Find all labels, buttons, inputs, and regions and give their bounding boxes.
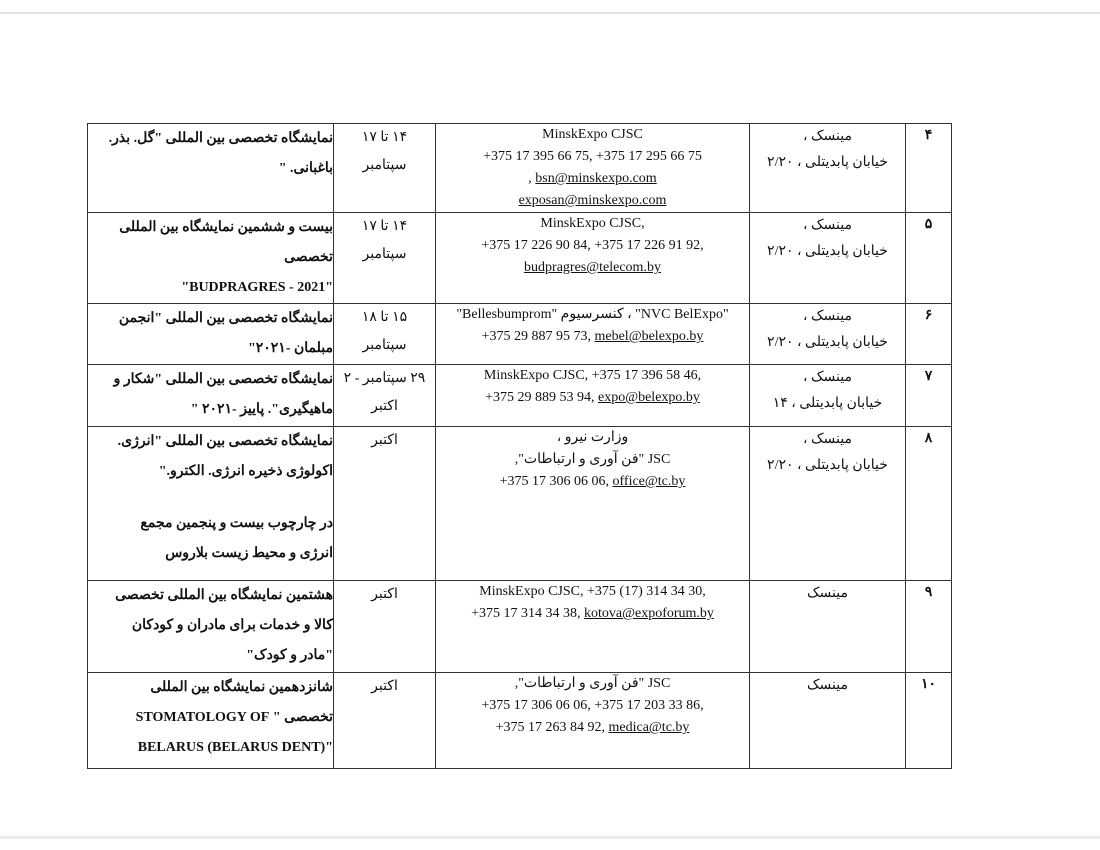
title-line: نمایشگاه تخصصی بین المللی "گل. بذر. — [108, 131, 333, 146]
contact-line — [436, 326, 749, 348]
location-line: خیابان پابدیتلی ، ۲/۲۰ — [767, 458, 888, 473]
contact-line — [436, 427, 749, 449]
row-number: ۱۰ — [906, 673, 952, 769]
exhibition-title-cell — [88, 427, 334, 581]
location-line: خیابان پابدیتلی ، ۲/۲۰ — [767, 335, 888, 350]
exhibition-title-cell — [88, 365, 334, 427]
exhibition-title-cell — [88, 581, 334, 673]
contact-line — [436, 387, 749, 409]
row-number: ۹ — [906, 581, 952, 673]
organizer-contact-cell — [436, 673, 750, 769]
title-line: BELARUS (BELARUS DENT)" — [137, 740, 333, 755]
contact-text: +375 29 887 95 73, — [481, 329, 595, 344]
email-link[interactable]: expo@belexpo.by — [597, 390, 700, 405]
email-link[interactable]: budpragres@telecom.by — [524, 260, 661, 275]
location-cell — [750, 213, 906, 304]
location-cell — [750, 365, 906, 427]
location-cell — [750, 304, 906, 365]
location-line: خیابان پابدیتلی ، ۱۴ — [772, 396, 883, 411]
contact-line — [436, 673, 749, 695]
date-cell — [334, 124, 436, 213]
title-line: نمایشگاه تخصصی بین المللی "انرژی. — [117, 434, 333, 449]
table-row — [88, 124, 952, 213]
contact-text: JSC "فن آوری و ارتباطات", — [514, 676, 671, 691]
location-line: مینسک ، — [803, 432, 852, 447]
title-line: "مادر و کودک" — [246, 648, 333, 663]
scan-edge-top — [0, 12, 1100, 14]
table-row — [88, 673, 952, 769]
location-line: مینسک ، — [803, 218, 852, 233]
contact-text: MinskExpo CJSC, +375 (17) 314 34 30, — [479, 584, 706, 599]
contact-line — [436, 146, 749, 168]
exhibitions-table-body — [88, 124, 952, 769]
organizer-contact-cell — [436, 365, 750, 427]
location-cell — [750, 673, 906, 769]
contact-line — [436, 581, 749, 603]
title-line: تخصصی " STOMATOLOGY OF — [135, 710, 333, 725]
table-row — [88, 581, 952, 673]
organizer-contact-cell — [436, 581, 750, 673]
row-number: ۵ — [906, 213, 952, 304]
title-line: کالا و خدمات برای مادران و کودکان — [131, 618, 333, 633]
contact-line — [436, 168, 749, 190]
date-line: اکتبر — [371, 587, 398, 602]
exhibitions-table — [87, 123, 952, 769]
date-line: اکتبر — [371, 679, 398, 694]
date-cell — [334, 213, 436, 304]
contact-line — [436, 695, 749, 717]
title-line: بیست و ششمین نمایشگاه بین المللی — [119, 220, 333, 235]
date-line: سپتامبر — [362, 247, 407, 262]
exhibition-title-cell — [88, 213, 334, 304]
contact-text: +375 17 306 06 06, +375 17 203 33 86, — [481, 698, 704, 713]
contact-line — [436, 603, 749, 625]
contact-line — [436, 304, 749, 326]
location-line: مینسک — [807, 678, 848, 693]
contact-text: +375 17 395 66 75, +375 17 295 66 75 — [483, 149, 702, 164]
date-line: ۲۹ سپتامبر - ۲ — [343, 371, 426, 386]
title-line: مبلمان -۲۰۲۱" — [247, 341, 333, 356]
contact-line — [436, 213, 749, 235]
contact-text: +375 17 314 34 38, — [471, 606, 584, 621]
date-cell — [334, 581, 436, 673]
organizer-contact-cell — [436, 427, 750, 581]
email-link[interactable]: kotova@expoforum.by — [583, 606, 714, 621]
date-cell — [334, 304, 436, 365]
contact-line — [436, 365, 749, 387]
email-link[interactable]: office@tc.by — [612, 474, 686, 489]
location-cell — [750, 427, 906, 581]
contact-line — [436, 190, 749, 212]
organizer-contact-cell — [436, 213, 750, 304]
email-link[interactable]: bsn@minskexpo.com — [535, 171, 657, 186]
contact-line — [436, 717, 749, 739]
location-line: خیابان پابدیتلی ، ۲/۲۰ — [767, 244, 888, 259]
location-line: مینسک ، — [803, 309, 852, 324]
title-line: "BUDPRAGRES - 2021" — [181, 280, 333, 295]
contact-text: +375 17 306 06 06, — [499, 474, 613, 489]
title-line: نمایشگاه تخصصی بین المللی "شکار و — [113, 372, 333, 387]
contact-text: +375 29 889 53 94, — [485, 390, 598, 405]
organizer-contact-cell — [436, 124, 750, 213]
contact-text: MinskExpo CJSC, +375 17 396 58 46, — [483, 368, 702, 383]
exhibition-title-cell — [88, 304, 334, 365]
contact-line — [436, 257, 749, 279]
date-line: ۱۵ تا ۱۸ — [361, 310, 408, 325]
title-line: انرژی و محیط زیست بلاروس — [165, 546, 333, 561]
table-row — [88, 427, 952, 581]
date-line: اکتبر — [371, 399, 398, 414]
location-line: مینسک ، — [803, 129, 852, 144]
contact-text: وزارت نیرو ، — [556, 430, 629, 445]
location-line: خیابان پابدیتلی ، ۲/۲۰ — [767, 155, 888, 170]
email-link[interactable]: mebel@belexpo.by — [594, 329, 704, 344]
email-link[interactable]: exposan@minskexpo.com — [518, 193, 667, 208]
table-row — [88, 304, 952, 365]
exhibition-title-cell — [88, 673, 334, 769]
title-line: در چارچوب بیست و پنجمین مجمع — [140, 516, 333, 531]
row-number: ۸ — [906, 427, 952, 581]
location-cell — [750, 581, 906, 673]
contact-line — [436, 449, 749, 471]
contact-text: "NVC BelExpo" ، کنسرسیوم "Bellesbumprom" — [456, 307, 729, 322]
title-line: باغبانی. " — [278, 161, 333, 176]
date-line: اکتبر — [371, 433, 398, 448]
contact-text: JSC "فن آوری و ارتباطات", — [514, 452, 671, 467]
title-line: ماهیگیری". پاییز -۲۰۲۱ " — [190, 402, 333, 417]
date-cell — [334, 673, 436, 769]
email-link[interactable]: medica@tc.by — [608, 720, 690, 735]
date-cell — [334, 427, 436, 581]
location-line: مینسک ، — [803, 370, 852, 385]
date-line: ۱۴ تا ۱۷ — [361, 130, 408, 145]
title-line: هشتمین نمایشگاه بین المللی تخصصی — [115, 588, 333, 603]
date-line: سپتامبر — [362, 338, 407, 353]
location-line: مینسک — [807, 586, 848, 601]
row-number: ۷ — [906, 365, 952, 427]
contact-text: , — [528, 171, 536, 186]
contact-line — [436, 235, 749, 257]
title-line: اکولوژی ذخیره انرژی. الکترو." — [158, 464, 333, 479]
row-number: ۶ — [906, 304, 952, 365]
contact-line — [436, 471, 749, 493]
table-row — [88, 365, 952, 427]
scan-edge-bottom — [0, 836, 1100, 839]
title-line: شانزدهمین نمایشگاه بین المللی — [150, 680, 333, 695]
contact-text: +375 17 226 90 84, +375 17 226 91 92, — [481, 238, 704, 253]
contact-line — [436, 124, 749, 146]
date-cell — [334, 365, 436, 427]
date-line: ۱۴ تا ۱۷ — [361, 219, 408, 234]
title-line — [88, 487, 333, 509]
title-line: نمایشگاه تخصصی بین المللی "انجمن — [118, 311, 333, 326]
location-cell — [750, 124, 906, 213]
row-number: ۴ — [906, 124, 952, 213]
exhibition-title-cell — [88, 124, 334, 213]
date-line: سپتامبر — [362, 158, 407, 173]
contact-text: +375 17 263 84 92, — [495, 720, 609, 735]
table-row — [88, 213, 952, 304]
contact-text: MinskExpo CJSC — [542, 127, 643, 142]
contact-text: MinskExpo CJSC, — [540, 216, 645, 231]
title-line: تخصصی — [284, 250, 333, 265]
organizer-contact-cell — [436, 304, 750, 365]
